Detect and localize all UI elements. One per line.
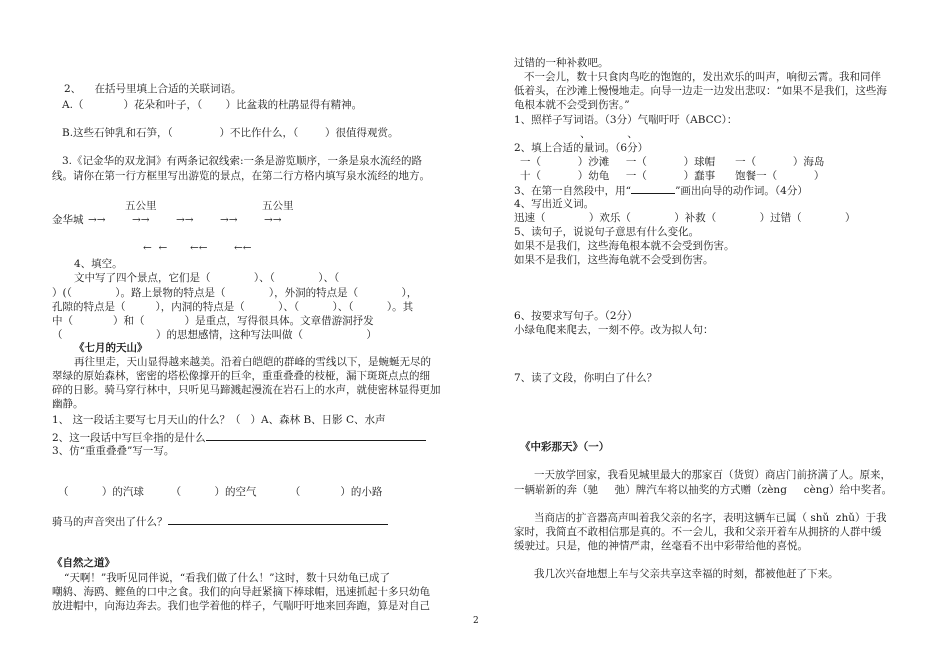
continued-text-line1: 不一会儿，数十只食肉鸟吃的饱饱的，发出欢乐的叫声，响彻云霄。我和同伴 xyxy=(524,71,881,83)
exercise-6: 6、按要求写句子。（2分） xyxy=(514,310,638,322)
exercise-7: 7、读了文段，你明白了什么？ xyxy=(514,372,658,384)
exercise-1-blanks: 、 、 xyxy=(580,128,638,140)
july-question-1: 1、 这一段话主要写七月天山的什么？（ ）A、森林 B、日影 C、水声 xyxy=(52,414,386,426)
nature-paragraph-line3: 放进帽中，向海边奔去。我们也学着他的样子，气喘吁吁地来回奔跑，算是对自己 xyxy=(52,600,430,612)
distance-label-2: 五公里 xyxy=(262,200,294,212)
july-paragraph-line2: 翠绿的原始森林，密密的塔松像撑开的巨伞，重重叠叠的枝桠，漏下斑斑点点的细 xyxy=(52,370,430,382)
page-number: 2 xyxy=(473,616,479,626)
question-4-line2: ）(（ ）。路上景物的特点是（ ），外洞的特点是（ ）， xyxy=(52,287,418,299)
lottery-line4: 家时，我简直不敢相信那是真的。不一会儿，我和父亲开着车从拥挤的人群中缓 xyxy=(514,526,882,538)
lottery-line6: 我几次兴奋地想上车与父亲共享这幸福的时刻，都被他赶了下来。 xyxy=(534,568,839,580)
distance-label-1: 五公里 xyxy=(125,200,157,212)
lottery-title: 《中彩那天》（一） xyxy=(520,441,610,453)
water-arrow: ←← xyxy=(234,242,252,254)
question-4-line4: 中（ ）和（ ）是重点，写得很具体。文章借游洞抒发 xyxy=(52,315,374,327)
nature-paragraph-line2: 嘲鸫、海鸥、鲣鱼的口中之食。我们的向导赶紧摘下棒球帽，迅速抓起十多只幼龟 xyxy=(52,586,430,598)
route-arrow: →→ xyxy=(132,214,150,226)
route-arrow: →→ xyxy=(264,214,282,226)
route-arrow: →→ xyxy=(220,214,238,226)
exercise-5-sentence-b: 如果不是我们，这些海龟就不会受到伤害。 xyxy=(514,254,714,266)
july-question-4: 骑马的声音突出了什么？ xyxy=(52,515,388,529)
exercise-2-row1: 一（ ）沙滩 一（ ）球帽 一（ ）海岛 xyxy=(520,156,825,168)
question-2-title: 2、 在括号里填上合适的关联词语。 xyxy=(64,83,242,95)
exercise-6-sentence: 小绿龟爬来爬去，一刻不停。改为拟人句： xyxy=(514,324,714,336)
exercise-5-sentence-a: 如果不是我们，这些海龟根本就不会受到伤害。 xyxy=(514,240,735,252)
water-arrow: ← ← xyxy=(143,242,168,254)
exercise-3: 3、在第一自然段中，用“ ”画出向导的动作词。（4分） xyxy=(514,185,808,197)
july-title: 《七月的天山》 xyxy=(74,342,148,354)
route-start: 金华城 xyxy=(52,214,84,226)
nature-paragraph-line1: “天啊！”我听见同伴说，“看我们做了什么！”这时，数十只幼龟已成了 xyxy=(64,572,390,584)
continued-text-line3: 龟根本就不会受到伤害。” xyxy=(514,99,630,111)
july-question-2: 2、这一段话中写巨伞指的是什么 xyxy=(52,431,426,445)
question-3-line1: 3.《记金华的双龙洞》有两条记叙线索:一条是游览顺序，一条是泉水流经的路 xyxy=(62,155,423,167)
question-4-line5: （ ）的思想感情，这种写法叫做（ ） xyxy=(52,329,377,341)
exercise-1: 1、照样子写词语。（3分）气喘吁吁（ABCC）： xyxy=(514,114,738,126)
question-2b: B.这些石钟乳和石笋，（ ）不比作什么，（ ）很值得观赏。 xyxy=(62,127,399,139)
continued-text-line2: 低着头，在沙滩上慢慢地走。向导一边走一边发出悲叹：“如果不是我们，这些海 xyxy=(514,85,887,97)
continued-text-line0: 过错的一种补救吧。 xyxy=(514,57,609,69)
question-2a: A.（ ）花朵和叶子，（ ）比盆栽的杜鹃显得有精神。 xyxy=(62,99,363,111)
lottery-line1: 一天放学回家，我看见城里最大的那家百（货贸）商店门前挤满了人。原来， xyxy=(534,469,891,481)
exercise-2: 2、填上合适的量词。（6分） xyxy=(514,142,649,154)
nature-title: 《自然之道》 xyxy=(52,557,115,569)
route-arrow: →→ xyxy=(88,214,106,226)
lottery-line2: 一辆崭新的奔（驰 弛）牌汽车将以抽奖的方式赠（zèng cèng）给中奖者。 xyxy=(514,484,893,496)
question-4-title: 4、填空。 xyxy=(74,258,123,270)
question-4-line3: 孔隙的特点是（ ），内洞的特点是（ ）、（ ）、（ ）。其 xyxy=(52,301,414,313)
july-question-3: 3、仿“重重叠叠”写一写。 xyxy=(52,445,175,457)
water-arrow: ←← xyxy=(190,242,208,254)
july-question-3-blanks: （ ）的汽球 （ ）的空气 （ ）的小路 xyxy=(58,486,383,498)
july-paragraph-line1: 再往里走，天山显得越来越美。沿着白皑皑的群峰的雪线以下，是蜿蜒无尽的 xyxy=(74,356,431,368)
question-4-line1: 文中写了四个景点，它们是（ ）、（ ）、（ xyxy=(74,272,340,284)
question-3-line2: 线。请你在第一行方框里写出游览的景点，在第二行方格内填写泉水流经的地方。 xyxy=(52,170,430,182)
exercise-4-synonyms: 迅速（ ）欢乐（ ）补救（ ）过错（ ） xyxy=(514,212,856,224)
july-paragraph-line3: 碎的日影。骑马穿行林中，只听见马蹄溅起漫流在岩石上的水声，就使密林显得更加 xyxy=(52,384,441,396)
exercise-5: 5、读句子，说说句子意思有什么变化。 xyxy=(514,226,700,238)
lottery-line5: 缓驶过。只是，他的神情严肃，丝毫看不出中彩带给他的喜悦。 xyxy=(514,540,808,552)
route-arrow: →→ xyxy=(176,214,194,226)
lottery-line3: 当商店的扩音器高声叫着我父亲的名字，表明这辆车已属（ shǔ zhǔ）于我 xyxy=(534,512,887,524)
july-paragraph-line4: 幽静。 xyxy=(52,398,84,410)
exercise-2-row2: 十（ ）幼龟 一（ ）蠢事 饱餐一（ ） xyxy=(520,170,825,182)
exercise-4: 4、写出近义词。 xyxy=(514,198,595,210)
